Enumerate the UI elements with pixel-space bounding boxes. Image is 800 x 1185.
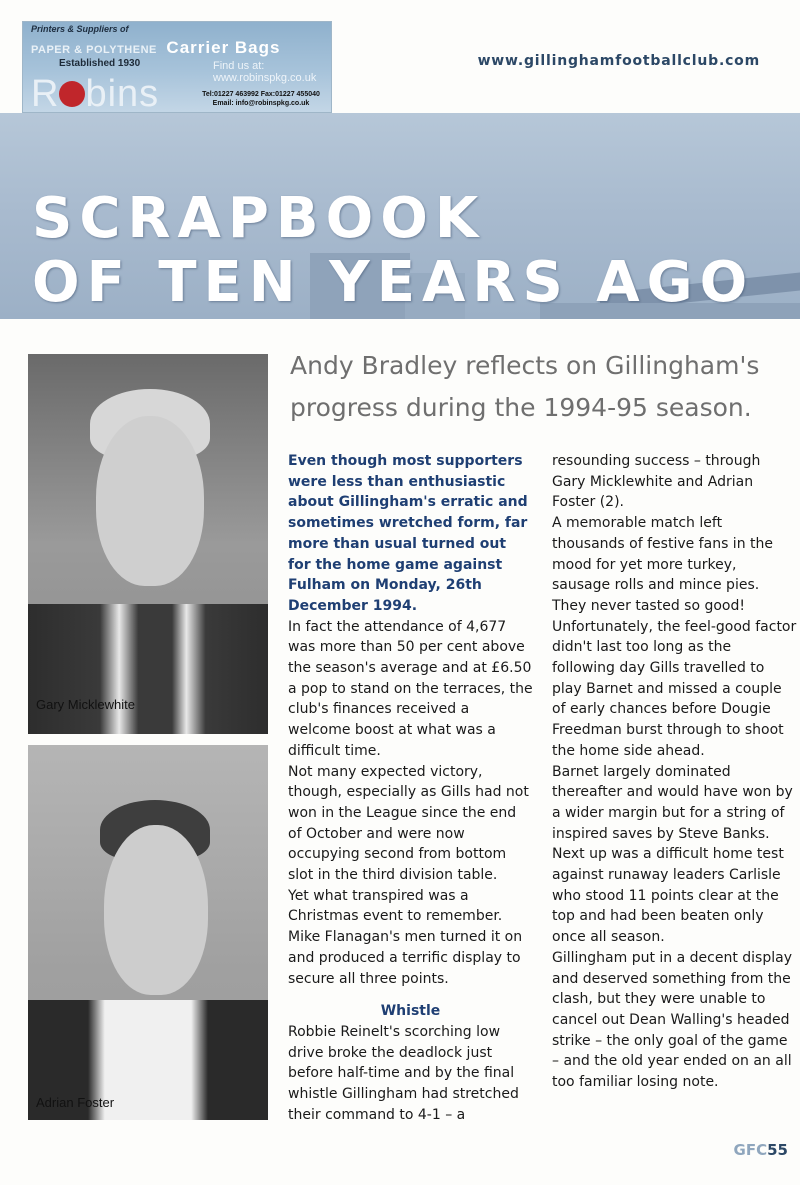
advert-find-label: Find us at: <box>213 60 265 72</box>
face-shape <box>104 825 208 995</box>
advert-contact <box>191 90 331 108</box>
advert-tagline: Printers & Suppliers of <box>31 24 129 34</box>
lead-paragraph: Even though most supporters were less than enthusiastic about Gillingham's erratic and sometimes wretched form, far more than usual turned out for the home game against Fulham on Monday, 26th December 1994. <box>288 453 528 614</box>
title-line-2: OF TEN YEARS AGO <box>32 250 755 315</box>
face-shape <box>96 416 204 586</box>
advert-established: Established 1930 <box>59 58 141 69</box>
robins-advert <box>22 21 332 113</box>
paragraph: Yet what transpired was a Christmas event to remember. Mike Flanagan's men turned it on and produced a terrific display to secure all three points. <box>288 887 523 987</box>
robins-logo-post: bins <box>85 73 160 113</box>
player-photo-foster <box>28 745 268 1120</box>
paragraph: Gillingham put in a decent display and deserved something from the clash, but they were unable to cancel out Dean Walling's headed strike – the only goal of the game – and the old year ended on an all too familiar losing note. <box>552 949 792 1091</box>
robins-logo-pre: R <box>31 73 60 113</box>
subheading: Whistle <box>380 1003 441 1020</box>
paragraph: A memorable match left thousands of festive fans in the mood for yet more turkey, sausage rolls and mince pies. They never tasted so good! <box>552 515 773 614</box>
title-line-1: SCRAPBOOK <box>32 186 486 251</box>
article-column-1 <box>288 451 533 1126</box>
player-photo-micklewhite <box>28 354 268 734</box>
advert-web: www.robinspkg.co.uk <box>213 72 317 84</box>
advert-tel-fax: Tel:01227 463992 Fax:01227 455040 <box>202 91 320 98</box>
advert-bags: Carrier Bags <box>166 38 281 57</box>
advert-find-us <box>213 60 316 84</box>
paragraph: Robbie Reinelt's scorching low drive broke the deadlock just before half-time and by the final whistle Gillingham had stretched their command to 4-1 – a <box>288 1023 519 1123</box>
robin-bird-icon <box>59 81 85 107</box>
advert-products <box>31 38 280 58</box>
paragraph: Barnet largely dominated thereafter and would have won by a wider margin but for a string of inspired saves by Steve Banks. <box>552 763 793 842</box>
paragraph: resounding success – through Gary Micklewhite and Adrian Foster (2). <box>552 453 761 511</box>
article-column-2 <box>552 451 797 1093</box>
photo-caption: Adrian Foster <box>36 1095 115 1110</box>
shirt-shape <box>28 604 268 734</box>
article-intro: Andy Bradley reflects on Gillingham's progress during the 1994-95 season. <box>290 351 760 422</box>
photo-caption: Gary Micklewhite <box>36 697 135 712</box>
advert-products-text: PAPER & POLYTHENE <box>31 44 157 56</box>
folio-prefix: GFC <box>733 1141 768 1159</box>
robins-logo <box>31 74 159 113</box>
paragraph: Next up was a difficult home test against runaway leaders Carlisle who stood 11 points clear at the top and had been beaten only once all season. <box>552 846 784 946</box>
paragraph: Unfortunately, the feel-good factor didn't last too long as the following day Gills travelled to play Barnet and missed a couple of early chances before Dougie Freedman burst through to shoot the home side ahead. <box>552 618 797 759</box>
paragraph: Not many expected victory, though, especially as Gills had not won in the League since the end of October and were now occupying second from bottom slot in the third division table. <box>288 763 529 884</box>
page-number <box>734 1141 788 1159</box>
paragraph: In fact the attendance of 4,677 was more than 50 per cent above the season's average and at £6.50 a pop to stand on the terraces, the club's finances received a welcome boost at what was a difficult time. <box>288 618 533 759</box>
advert-email: Email: info@robinspkg.co.uk <box>212 100 310 107</box>
folio-number: 55 <box>767 1141 788 1159</box>
site-url: www.gillinghamfootballclub.com <box>477 53 760 69</box>
page-title <box>32 187 754 315</box>
